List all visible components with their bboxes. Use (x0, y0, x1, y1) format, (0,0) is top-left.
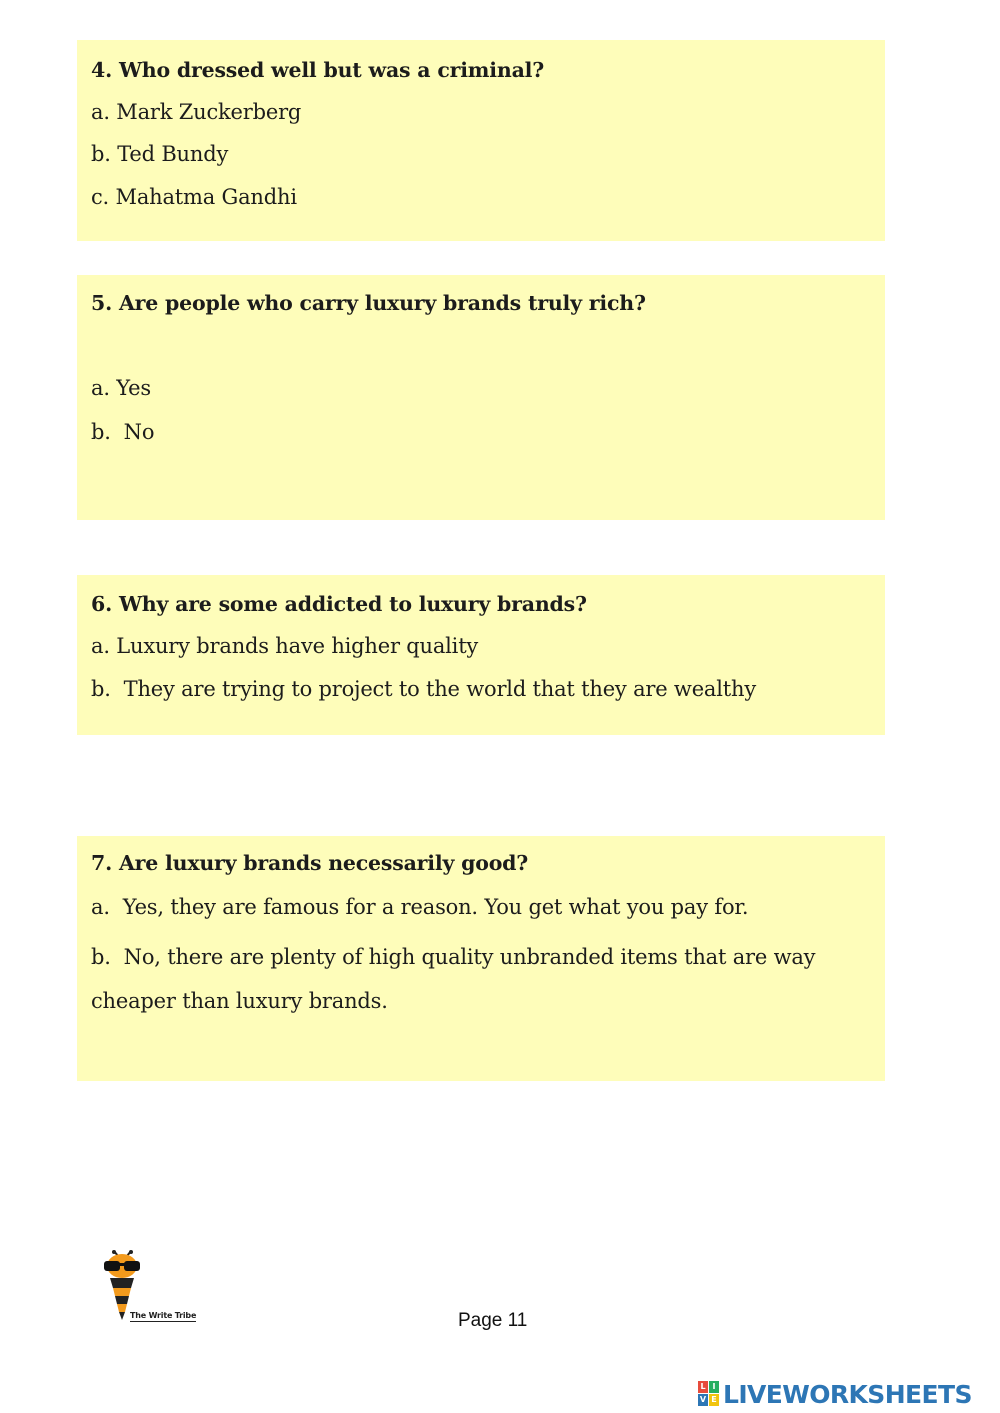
answer-option-b[interactable]: b. Ted Bundy (91, 142, 229, 166)
question-text: 5. Are people who carry luxury brands truly rich? (91, 291, 646, 315)
answer-option-a[interactable]: a. Luxury brands have higher quality (91, 634, 479, 658)
badge-letter-e: E (709, 1394, 719, 1406)
logo-wordmark: The Write Tribe (130, 1311, 197, 1320)
liveworksheets-text: LIVEWORKSHEETS (723, 1379, 972, 1409)
answer-option-b[interactable]: b. They are trying to project to the world that they are wealthy (91, 677, 756, 701)
question-card-5 (77, 275, 885, 520)
answer-option-a[interactable]: a. Yes (91, 376, 151, 400)
question-card-6 (77, 575, 885, 735)
answer-option-a[interactable]: a. Yes, they are famous for a reason. You get what you pay for. (91, 895, 749, 919)
answer-option-b[interactable]: b. No (91, 420, 155, 444)
question-text: 7. Are luxury brands necessarily good? (91, 851, 529, 875)
page-number: Page 11 (458, 1310, 528, 1331)
badge-letter-i: I (709, 1381, 719, 1393)
question-text: 4. Who dressed well but was a criminal? (91, 58, 545, 82)
badge-letter-l: L (698, 1381, 708, 1393)
liveworksheets-badge-icon (698, 1381, 720, 1407)
question-card-4 (77, 40, 885, 241)
answer-option-b[interactable]: b. No, there are plenty of high quality unbranded items that are way cheaper than luxury brands. (91, 945, 822, 1013)
answer-option-a[interactable]: a. Mark Zuckerberg (91, 100, 302, 124)
badge-letter-v: V (699, 1395, 707, 1404)
question-text: 6. Why are some addicted to luxury brands? (91, 592, 587, 616)
question-card-7 (77, 836, 885, 1081)
liveworksheets-watermark[interactable] (698, 1378, 972, 1410)
answer-option-c[interactable]: c. Mahatma Gandhi (91, 185, 297, 209)
